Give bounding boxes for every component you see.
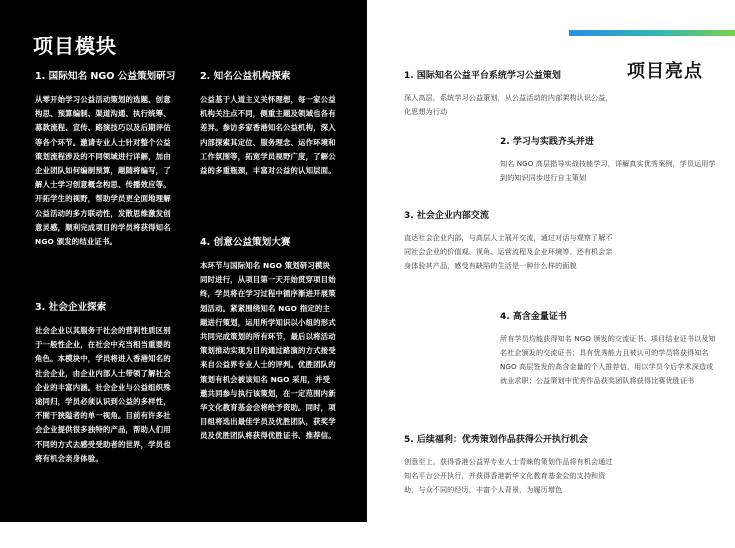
highlight-4: [500, 311, 718, 388]
module-2: [200, 70, 336, 178]
highlight-3-body: 直达社会企业内部，与高层人士展开交流，通过对话与观察了解不同社会企业的价值观、视角、运营流程及企业环境等。还有机会亲身体验其产品，感受有缺陷的生活是一种什么样的面貌: [404, 233, 613, 270]
highlight-2: [500, 136, 718, 185]
highlight-1: [404, 70, 619, 119]
module-3-body: 社会企业以其服务于社会的营利性质区别于一般性企业，在社会中充当相当重要的角色。本模块中，学员将进入香港知名的社会企业，由企业内部人士带领了解社会企业的丰富内涵。社会企业与公益组织殊途同归，学员必须认识到公益的多样性，不囿于狭隘者的单一视角。目前有许多社会企业提供很多独特的产品，帮助人们用不同的方式去感受受助者的世界，学员也将有机会亲身体验。: [35, 326, 171, 463]
highlight-3: [404, 210, 619, 273]
highlights-title: 项目亮点: [627, 61, 703, 82]
highlight-4-heading: 4. 高含金量证书: [500, 312, 567, 322]
highlight-3-heading: 3. 社会企业内部交流: [404, 211, 489, 221]
highlight-1-body: 深入高层，系统学习公益策划，从公益活动的内部架构认识公益，化思想为行动: [404, 93, 613, 116]
highlight-5-heading: 5. 后续福利：优秀策划作品获得公开执行机会: [404, 435, 588, 445]
module-4-body: 本环节与国际知名 NGO 策划研习模块同时进行，从项目第一天开始贯穿项目始终，学员将在学习过程中循序渐进开展策划活动。紧紧围绕知名 NGO 指定的主题进行策划，运用所学知识以小组的形式共同完成策划的所有环节，最后以将活动策划推动实现为目的通过路演的方式接受来自公益界专业人士的评判。优胜团队的策划有机会被该知名 NGO 采用，并受邀共同参与执行该策划，在一定范围内新华文化教育基金会将给予资助。同时，项目组将选出最佳学员及优胜团队，获奖学员及优胜团队将获得优胜证书、推荐信。: [200, 261, 336, 441]
module-2-body: 公益基于人道主义关怀理想，每一家公益机构关注点不同，侧重主题及领域也各有差异。参访多家香港知名公益机构，深入内部探索其定位、服务理念、运作环境和工作氛围等，拓宽学员视野广度，了解公益的多重瓶颈，丰富对公益的认知层面。: [200, 95, 336, 176]
module-1-body: 从零开始学习公益活动策划的选题、创意构思、预算编制、渠道沟通、执行统筹、募款流程、宣传、路演技巧以及后期评估等各个环节。邀请专业人士针对整个公益策划流程涉及的不同领域进行详解，加由企业团队如何编制预算，题随将编写，了解人士学习创意概念构思、传播效应等。开拓学生的视野，帮助学员更全面地理解公益活动的多方联动性，发散思维激发创意灵感，顺利完成项目的学员将获得知名 NGO 颁发的结业证书。: [35, 95, 171, 247]
module-1-heading: 1. 国际知名 NGO 公益策划研习: [35, 71, 176, 82]
module-4-heading: 4. 创意公益策划大赛: [200, 237, 291, 248]
module-4: [200, 236, 336, 444]
highlight-4-body: 所有学员均能获得知名 NGO 颁发的交流证书、项目结业证书以及知名社企颁发的交流证书；具有优秀能力且被认可的学员将获得知名 NGO 高层签发的高含金量的个人推荐信，用以学员今后学术深造或就业求职；公益策划中优秀作品获奖团队将获得比赛优胜证书: [500, 334, 716, 385]
highlight-2-heading: 2. 学习与实践齐头并进: [500, 137, 594, 147]
project-modules-panel: [0, 0, 367, 522]
module-3: [35, 301, 173, 466]
accent-gradient-bar: [569, 30, 735, 36]
modules-title: 项目模块: [33, 34, 117, 58]
module-2-heading: 2. 知名公益机构探索: [200, 71, 291, 82]
module-3-heading: 3. 社会企业探索: [35, 302, 107, 313]
highlight-5-body: 创意至上，获得香港公益界专业人士青睐的策划作品将有机会通过知名平台公开执行，并获得香港新华文化教育基金会的支持和资助，与众不同的经历，丰富个人背景，为履历增色: [404, 457, 613, 494]
module-1: [35, 70, 176, 249]
highlight-2-body: 知名 NGO 高层指导实战技能学习，详解真实优秀案例，学员运用学到的知识同步进行自主策划: [500, 159, 716, 182]
highlight-1-heading: 1. 国际知名公益平台系统学习公益策划: [404, 71, 561, 81]
highlight-5: [404, 434, 619, 497]
